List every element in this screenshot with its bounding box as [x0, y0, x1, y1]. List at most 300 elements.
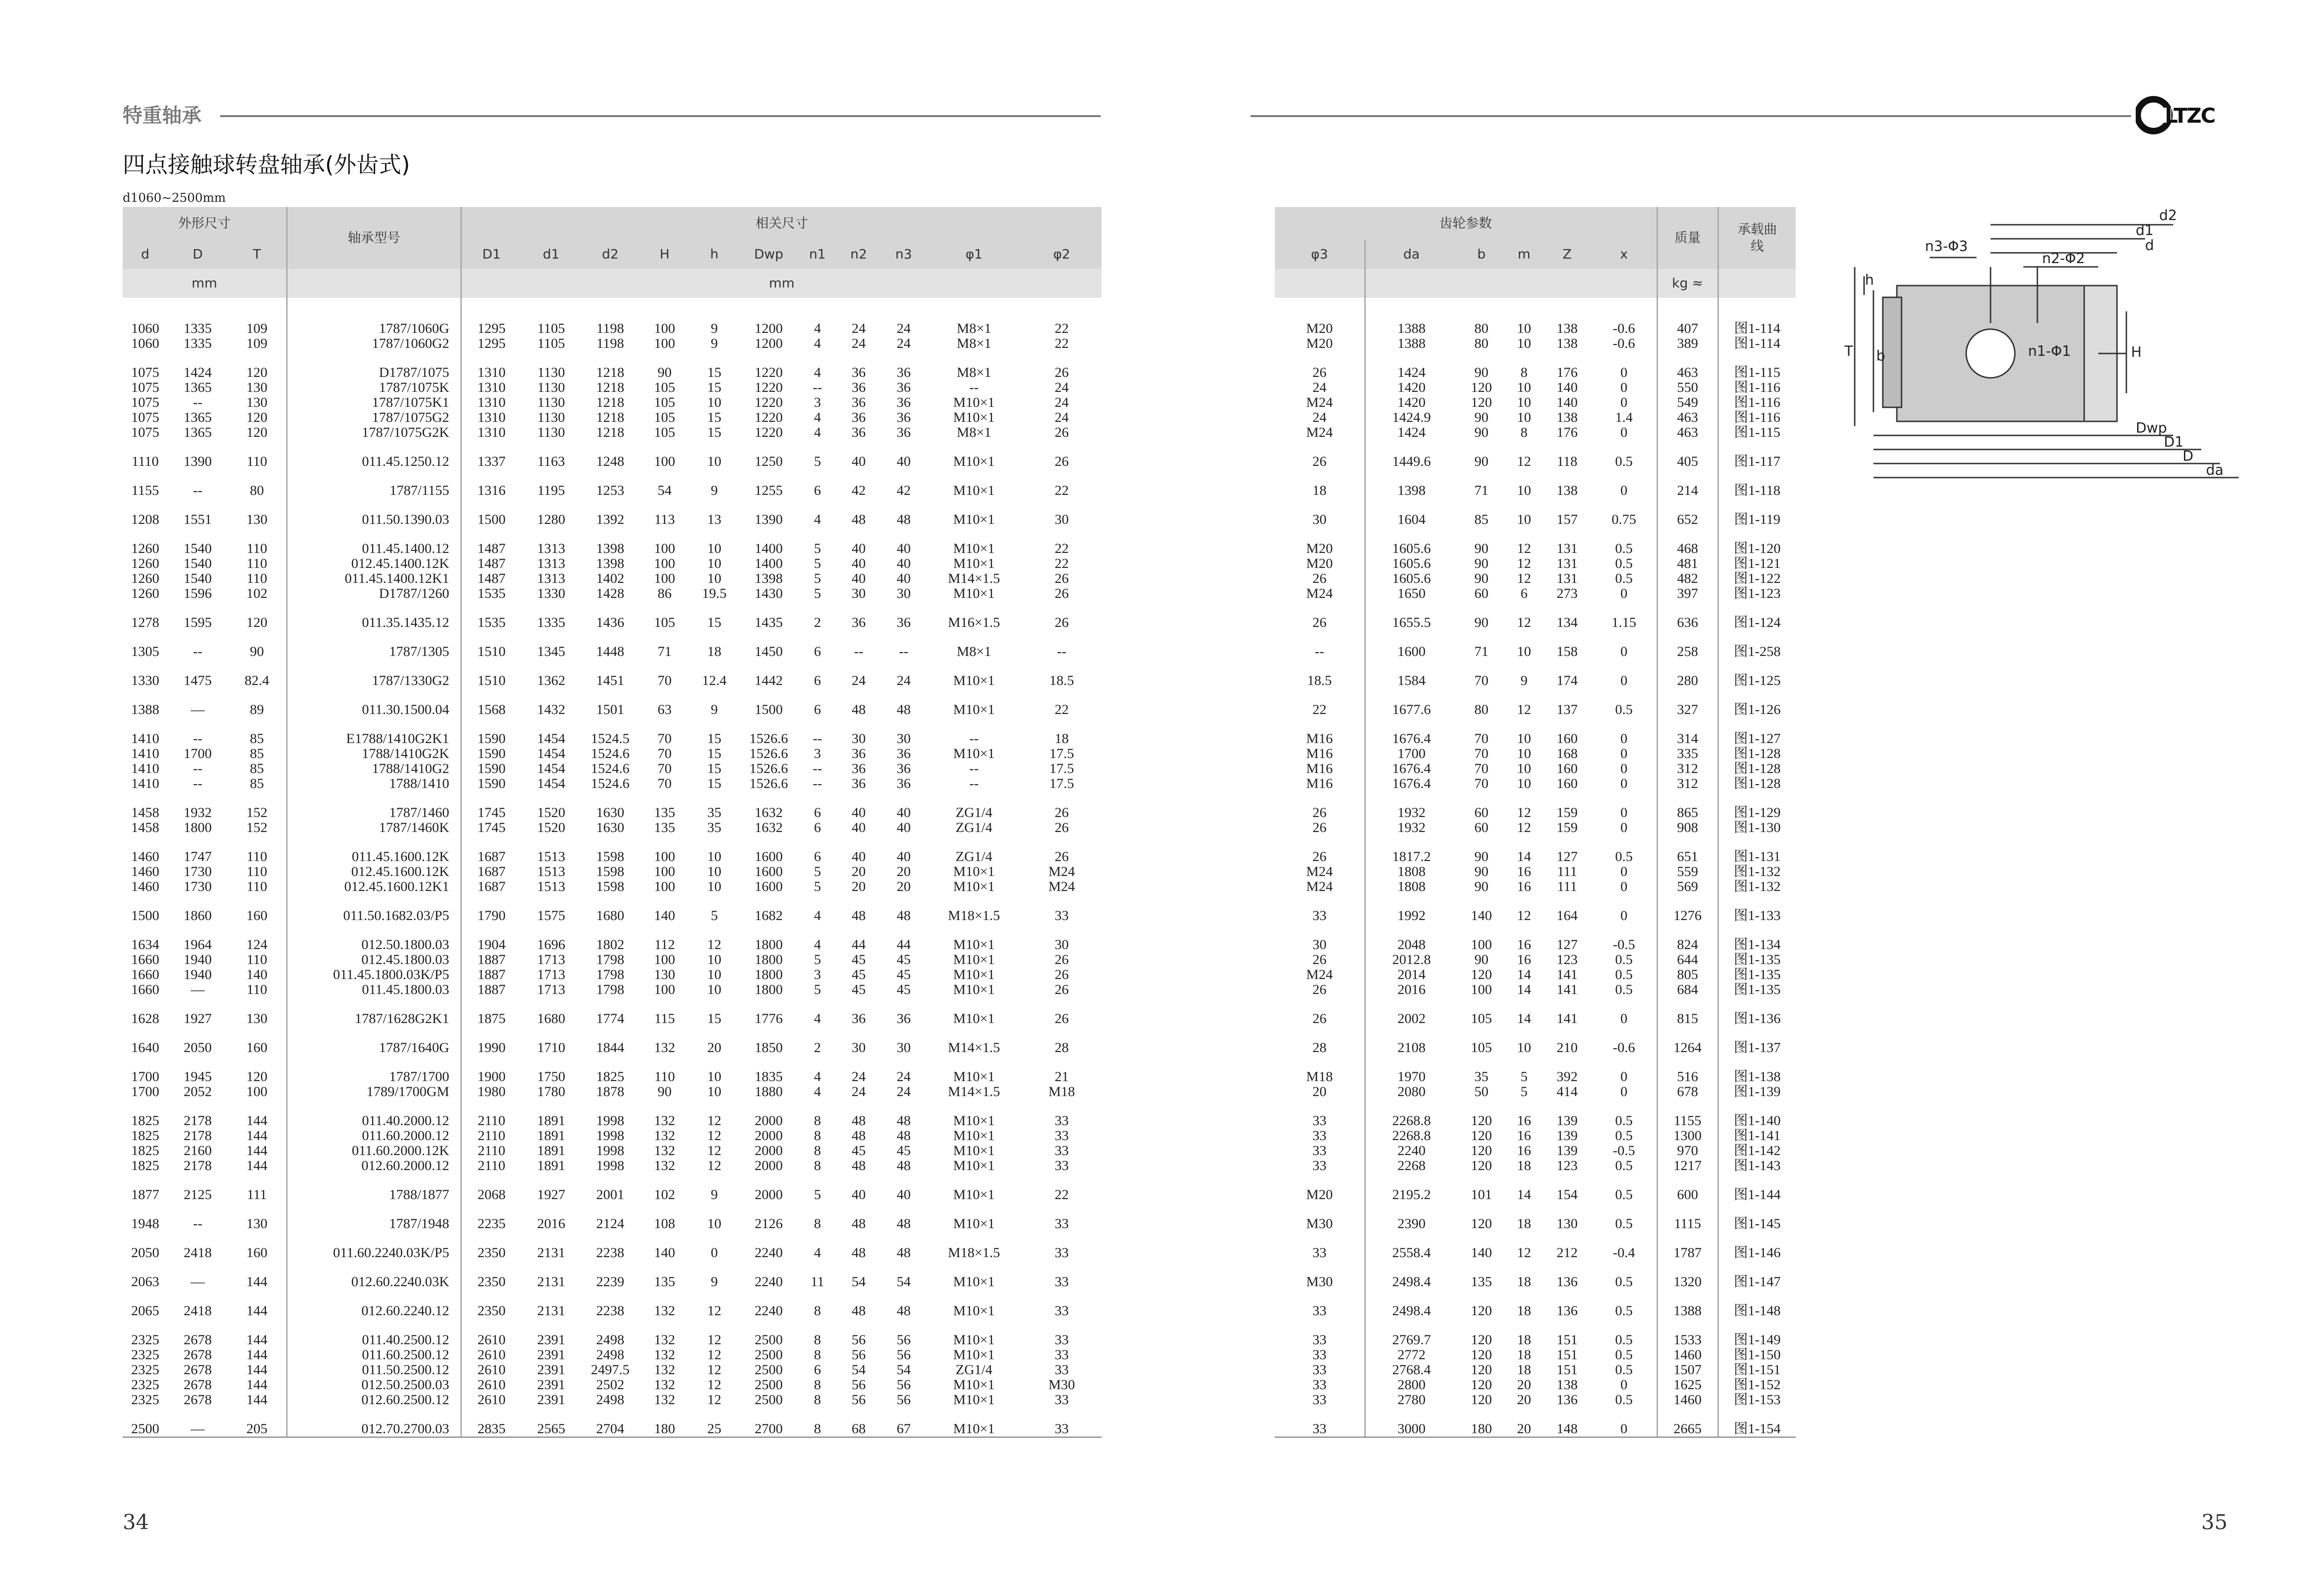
- right-table-row: [1275, 1173, 1796, 1202]
- cell-T: 120: [246, 425, 267, 440]
- cell-D1: 2610: [477, 1377, 506, 1392]
- cell-d2: 1501: [596, 702, 624, 717]
- cell-Dwp: 2000: [755, 1143, 783, 1158]
- cell-h: 10: [707, 879, 722, 894]
- header-gear-parameters: 齿轮参数: [1275, 207, 1657, 240]
- cell-n1: 6: [814, 1362, 821, 1377]
- cell-model: 011.50.1390.03: [287, 498, 461, 527]
- cell-Z: 174: [1556, 673, 1578, 688]
- cell-H: 140: [654, 1245, 675, 1260]
- cell-H: 54: [658, 483, 672, 498]
- cell-n1: 4: [814, 1011, 821, 1026]
- cell-da: 2014: [1397, 967, 1426, 982]
- cell-Dwp: 1800: [755, 967, 783, 982]
- cell-d1: 2565: [521, 1407, 581, 1437]
- cell-p2: 33: [1054, 1245, 1069, 1260]
- cell-T: 205: [228, 1407, 287, 1437]
- cell-h: 12: [707, 1113, 722, 1128]
- right-table-row: [1275, 982, 1796, 997]
- cell-m: 8: [1520, 425, 1528, 440]
- cell-curve: 图1-126: [1718, 688, 1796, 717]
- cell-n2: 48: [851, 512, 866, 527]
- cell-n2: 24: [851, 336, 866, 351]
- left-table-row: [123, 1026, 1102, 1055]
- cell-Dwp: 2500: [755, 1362, 783, 1377]
- cell-D: 1475: [184, 673, 212, 688]
- cell-D1: 1310: [477, 365, 506, 380]
- cell-p2: 33: [1054, 1128, 1069, 1143]
- cell-p1: M10×1: [953, 702, 995, 717]
- cell-H: 100: [654, 336, 675, 351]
- right-table-row: [1275, 395, 1796, 410]
- cell-n3: 30: [896, 586, 911, 601]
- cell-p2: 33: [1054, 1348, 1069, 1362]
- cell-h: 10: [707, 849, 722, 864]
- cell-b: 71: [1474, 644, 1488, 659]
- cell-D1: 1590: [477, 776, 506, 791]
- cell-m: 14: [1517, 1011, 1531, 1026]
- cell-mass: 1276: [1657, 894, 1718, 923]
- cell-D: --: [193, 644, 203, 659]
- cell-m: 10: [1517, 336, 1531, 351]
- cell-b: 120: [1471, 395, 1492, 410]
- cell-T: 89: [250, 702, 264, 717]
- cell-n2: 36: [851, 425, 866, 440]
- cell-mass: 1264: [1657, 1026, 1718, 1055]
- left-table-row: [123, 380, 1102, 395]
- cell-d2: 1680: [596, 908, 624, 923]
- cell-mass: 1460: [1657, 1392, 1718, 1407]
- cell-b: 135: [1471, 1274, 1492, 1289]
- left-table-row: [123, 556, 1102, 571]
- cell-model: 1787/1060G2: [287, 336, 461, 351]
- cell-model: 1787/1075K1: [287, 395, 461, 410]
- cell-p3: 26: [1275, 351, 1365, 380]
- left-table-row: [123, 1289, 1102, 1318]
- cell-m: 5: [1520, 1069, 1528, 1084]
- cell-da: 3000: [1365, 1407, 1458, 1437]
- cell-n2: 56: [851, 1377, 866, 1392]
- bearing-cross-section-diagram: [1836, 206, 2248, 487]
- cell-Dwp: 1800: [755, 982, 783, 997]
- cell-H: 100: [654, 879, 675, 894]
- cell-h: 9: [711, 1274, 718, 1289]
- cell-n2: 36: [851, 395, 866, 410]
- cell-n2: 24: [851, 1069, 866, 1084]
- cell-D1: 1535: [477, 615, 506, 630]
- cell-n2: 48: [851, 702, 866, 717]
- cell-Dwp: 2500: [755, 1332, 783, 1348]
- cell-d1: 1362: [537, 673, 565, 688]
- cell-d: 1825: [131, 1128, 160, 1143]
- cell-h: 12: [707, 1362, 722, 1377]
- left-table-row: [123, 307, 1102, 336]
- cell-d: 1278: [131, 615, 160, 630]
- cell-n2: 30: [851, 586, 866, 601]
- cell-model: 1788/1410G2: [287, 761, 461, 776]
- left-table-row: [123, 1084, 1102, 1099]
- unit-mass: kg ≈: [1657, 269, 1718, 298]
- cell-p3: 18: [1275, 469, 1365, 498]
- cell-model: 012.60.2000.12: [287, 1158, 461, 1173]
- cell-H: 70: [658, 731, 672, 746]
- cell-n2: 24: [851, 1084, 866, 1099]
- cell-p2: 24: [1054, 395, 1069, 410]
- cell-D: 1424: [184, 365, 212, 380]
- cell-H: 100: [654, 454, 675, 469]
- cell-d: 2500: [123, 1407, 168, 1437]
- cell-Z: 157: [1556, 512, 1578, 527]
- cell-d2: 1524.5: [591, 731, 630, 746]
- cell-D1: 1887: [477, 982, 506, 997]
- cell-D: 1365: [184, 380, 212, 395]
- cell-n3: 30: [896, 731, 911, 746]
- cell-n3: 36: [896, 761, 911, 776]
- cell-mass: 214: [1657, 469, 1718, 498]
- cell-Z: 168: [1556, 746, 1578, 761]
- cell-n2: 40: [851, 1187, 866, 1202]
- right-table-row: [1275, 1260, 1796, 1289]
- col-d1: d1: [521, 240, 581, 269]
- cell-m: 18: [1517, 1332, 1531, 1348]
- cell-p2: M30: [1048, 1377, 1075, 1392]
- right-table-row: [1275, 586, 1796, 601]
- cell-b: 90: [1474, 454, 1488, 469]
- right-gear-table: [1275, 207, 1796, 1438]
- cell-m: 10: [1517, 483, 1531, 498]
- page-title: 四点接触球转盘轴承(外齿式): [123, 152, 410, 178]
- cell-n3: 36: [896, 395, 911, 410]
- right-table-row: [1275, 425, 1796, 440]
- cell-Dwp: 1435: [755, 615, 783, 630]
- cell-m: 10: [1517, 410, 1531, 425]
- cell-n1: 5: [814, 879, 821, 894]
- cell-n2: 36: [851, 410, 866, 425]
- cell-d: 1460: [131, 879, 160, 894]
- cell-D: 2052: [184, 1084, 212, 1099]
- cell-p2: 30: [1054, 512, 1069, 527]
- cell-curve: 图1-135: [1718, 982, 1796, 997]
- cell-curve: 图1-132: [1718, 879, 1796, 894]
- cell-d: 1260: [131, 556, 160, 571]
- cell-x: 0: [1620, 425, 1628, 440]
- cell-m: 5: [1520, 1084, 1528, 1099]
- cell-b: 120: [1471, 1143, 1492, 1158]
- cell-D1: 2610: [477, 1348, 506, 1362]
- cell-T: 160: [246, 1245, 267, 1260]
- cell-d2: 2238: [596, 1245, 624, 1260]
- cell-curve: 图1-146: [1718, 1231, 1796, 1260]
- cell-mass: 468: [1657, 527, 1718, 556]
- cell-curve: 图1-119: [1718, 498, 1796, 527]
- left-table-row: [123, 527, 1102, 556]
- cell-p3: 33: [1275, 1128, 1365, 1143]
- cell-T: 144: [246, 1158, 267, 1173]
- cell-p2: 22: [1054, 702, 1069, 717]
- cell-b: 90: [1474, 952, 1488, 967]
- cell-b: 120: [1471, 1348, 1492, 1362]
- cell-T: 130: [246, 380, 267, 395]
- cell-d: 1075: [131, 380, 160, 395]
- cell-model: 011.45.1800.03: [287, 982, 461, 997]
- cell-n2: 56: [851, 1392, 866, 1407]
- cell-p3: 33: [1275, 1143, 1365, 1158]
- cell-m: 16: [1517, 937, 1531, 952]
- cell-m: 18: [1517, 1274, 1531, 1289]
- cell-Dwp: 1450: [755, 644, 783, 659]
- cell-p3: M18: [1275, 1055, 1365, 1084]
- cell-H: 105: [654, 425, 675, 440]
- cell-model: 1788/1410: [287, 776, 461, 791]
- cell-p2: 22: [1054, 556, 1069, 571]
- cell-D: 1540: [184, 571, 212, 586]
- cell-d: 1628: [131, 1011, 160, 1026]
- cell-da: 1817.2: [1392, 849, 1431, 864]
- cell-T: 85: [250, 731, 264, 746]
- cell-h: 0: [711, 1245, 718, 1260]
- cell-p1: M10×1: [953, 1011, 995, 1026]
- cell-n2: 30: [851, 1040, 866, 1055]
- cell-n1: 4: [814, 512, 821, 527]
- cell-p3: --: [1275, 630, 1365, 659]
- cell-h: 10: [707, 952, 722, 967]
- cell-d: 1410: [131, 761, 160, 776]
- cell-D: 2418: [184, 1303, 212, 1318]
- cell-H: 110: [654, 1069, 675, 1084]
- cell-n1: 5: [814, 454, 821, 469]
- cell-mass: 1217: [1657, 1158, 1718, 1173]
- cell-x: 0: [1620, 731, 1628, 746]
- cell-D1: 1310: [477, 395, 506, 410]
- right-table-row: [1275, 864, 1796, 879]
- cell-p2: 33: [1054, 1362, 1069, 1377]
- cell-d1: 1313: [537, 541, 565, 556]
- cell-D1: 1900: [477, 1069, 506, 1084]
- cell-Dwp: 1526.6: [749, 746, 788, 761]
- cell-n2: 36: [851, 776, 866, 791]
- cell-d2: 2001: [596, 1187, 624, 1202]
- cell-d2: 1253: [596, 483, 624, 498]
- cell-n1: 4: [814, 937, 821, 952]
- left-table-row: [123, 688, 1102, 717]
- cell-p1: M14×1.5: [948, 1084, 1000, 1099]
- col-phi2: φ2: [1022, 240, 1102, 269]
- cell-mass: 805: [1657, 967, 1718, 982]
- cell-da: 1424: [1397, 425, 1426, 440]
- diagram-label-H: H: [2131, 344, 2142, 361]
- cell-mass: 407: [1657, 307, 1718, 336]
- cell-T: 160: [246, 1040, 267, 1055]
- cell-p1: ZG1/4: [955, 1362, 992, 1377]
- right-table-row: [1275, 410, 1796, 425]
- cell-Dwp: 1600: [755, 849, 783, 864]
- cell-x: 1.15: [1612, 615, 1636, 630]
- cell-d1: 1105: [537, 321, 565, 336]
- cell-d2: 1825: [596, 1069, 624, 1084]
- cell-m: 18: [1517, 1362, 1531, 1377]
- cell-n2: 44: [851, 937, 866, 952]
- cell-b: 120: [1471, 1113, 1492, 1128]
- cell-h: 15: [707, 365, 722, 380]
- cell-Dwp: 2000: [755, 1113, 783, 1128]
- cell-n1: 8: [814, 1303, 821, 1318]
- cell-b: 140: [1471, 908, 1492, 923]
- cell-d: 1260: [131, 541, 160, 556]
- cell-m: 12: [1517, 820, 1531, 835]
- cell-Z: 131: [1556, 571, 1578, 586]
- cell-b: 80: [1474, 702, 1488, 717]
- cell-H: 63: [658, 702, 672, 717]
- cell-Dwp: 1526.6: [749, 731, 788, 746]
- left-table-row: [123, 776, 1102, 791]
- cell-T: 152: [246, 805, 267, 820]
- right-table-row: [1275, 659, 1796, 688]
- cell-mass: 1320: [1657, 1260, 1718, 1289]
- cell-T: 144: [246, 1274, 267, 1289]
- cell-Z: 127: [1556, 937, 1578, 952]
- cell-x: 0: [1620, 1084, 1628, 1099]
- cell-d1: 2391: [537, 1377, 565, 1392]
- col-da: da: [1365, 240, 1458, 269]
- cell-Z: 111: [1557, 864, 1577, 879]
- cell-D1: 1510: [477, 673, 506, 688]
- cell-T: 130: [246, 1216, 267, 1231]
- right-table-row: [1275, 776, 1796, 791]
- cell-model: 1789/1700GM: [287, 1084, 461, 1099]
- cell-n2: 30: [851, 731, 866, 746]
- diagram-label-d2: d2: [2159, 207, 2177, 224]
- cell-n3: 24: [896, 1069, 911, 1084]
- cell-b: 90: [1474, 864, 1488, 879]
- cell-n2: 36: [851, 380, 866, 395]
- cell-p1: M18×1.5: [948, 908, 1000, 923]
- cell-D: 1860: [184, 908, 212, 923]
- cell-D: 2178: [184, 1128, 212, 1143]
- cell-model: 011.45.1400.12K1: [287, 571, 461, 586]
- cell-n2: 56: [851, 1348, 866, 1362]
- cell-n3: 40: [896, 1187, 911, 1202]
- cell-x: 1.4: [1615, 410, 1633, 425]
- cell-model: 012.45.1600.12K: [287, 864, 461, 879]
- cell-n1: 8: [814, 1216, 821, 1231]
- cell-da: 2268: [1397, 1158, 1426, 1173]
- cell-n2: 40: [851, 556, 866, 571]
- cell-D1: 1487: [477, 541, 506, 556]
- cell-n3: 42: [896, 483, 911, 498]
- cell-m: 6: [1520, 586, 1528, 601]
- cell-h: 10: [707, 967, 722, 982]
- cell-p3: 33: [1275, 1392, 1365, 1407]
- cell-curve: 图1-128: [1718, 761, 1796, 776]
- cell-model: 012.45.1600.12K1: [287, 879, 461, 894]
- cell-h: 9: [711, 702, 718, 717]
- left-table-row: [123, 630, 1102, 659]
- cell-d: 1388: [131, 702, 160, 717]
- cell-p1: M16×1.5: [948, 615, 1000, 630]
- cell-b: 90: [1474, 571, 1488, 586]
- cell-n2: 56: [851, 1332, 866, 1348]
- cell-n1: 3: [814, 967, 821, 982]
- cell-p1: M10×1: [953, 454, 995, 469]
- unit-related: mm: [461, 269, 1102, 298]
- cell-p3: M24: [1275, 879, 1365, 894]
- cell-Dwp: 1800: [755, 952, 783, 967]
- cell-Z: 138: [1556, 410, 1578, 425]
- cell-n3: 20: [896, 879, 911, 894]
- cell-h: 12: [707, 1348, 722, 1362]
- cell-D1: 2110: [478, 1113, 505, 1128]
- left-table-row: [123, 1143, 1102, 1158]
- cell-curve: 图1-142: [1718, 1143, 1796, 1158]
- cell-da: 1605.6: [1392, 541, 1431, 556]
- cell-m: 14: [1517, 849, 1531, 864]
- cell-d: 1660: [131, 982, 160, 997]
- cell-p3: 33: [1275, 1362, 1365, 1377]
- cell-model: 1787/1305: [287, 630, 461, 659]
- cell-d1: 1454: [537, 776, 565, 791]
- cell-Dwp: 1400: [755, 556, 783, 571]
- cell-n2: 48: [851, 1216, 866, 1231]
- cell-model: D1787/1260: [287, 586, 461, 601]
- cell-b: 70: [1474, 761, 1488, 776]
- cell-d: 1410: [131, 746, 160, 761]
- cell-d2: 1398: [596, 541, 624, 556]
- left-table-row: [123, 1202, 1102, 1231]
- cell-p1: M8×1: [956, 365, 992, 380]
- cell-Z: 210: [1556, 1040, 1578, 1055]
- cell-d: 1825: [131, 1158, 160, 1173]
- cell-da: 2800: [1397, 1377, 1426, 1392]
- diagram-label-D: D: [2183, 448, 2194, 464]
- cell-m: 10: [1517, 512, 1531, 527]
- cell-mass: 678: [1657, 1084, 1718, 1099]
- cell-n3: 56: [896, 1392, 911, 1407]
- cell-h: 15: [707, 1011, 722, 1026]
- cell-h: 35: [707, 820, 722, 835]
- col-h: h: [690, 240, 739, 269]
- cell-x: 0: [1620, 1011, 1628, 1026]
- cell-b: 90: [1474, 556, 1488, 571]
- cell-x: 0.5: [1615, 1113, 1633, 1128]
- cell-Z: 131: [1556, 541, 1578, 556]
- right-table-row: [1275, 997, 1796, 1026]
- cell-d: 1825: [131, 1113, 160, 1128]
- cell-T: 111: [247, 1187, 267, 1202]
- cell-b: 140: [1471, 1245, 1492, 1260]
- cell-p2: 24: [1054, 410, 1069, 425]
- cell-da: 1808: [1397, 864, 1426, 879]
- cell-d2: 2704: [581, 1407, 639, 1437]
- cell-n2: 54: [851, 1274, 866, 1289]
- cell-n3: 67: [881, 1407, 926, 1437]
- cell-da: 1676.4: [1392, 776, 1431, 791]
- cell-model: 012.45.1400.12K: [287, 556, 461, 571]
- cell-D1: 2835: [461, 1407, 521, 1437]
- cell-model: 011.45.1800.03K/P5: [287, 967, 461, 982]
- cell-n1: 6: [814, 849, 821, 864]
- cell-p1: M8×1: [956, 336, 992, 351]
- cell-x: 0.5: [1615, 849, 1633, 864]
- cell-n2: 40: [851, 454, 866, 469]
- cell-mass: 559: [1657, 864, 1718, 879]
- left-table-row: [123, 1173, 1102, 1202]
- cell-d2: 1218: [596, 395, 624, 410]
- right-table-row: [1275, 894, 1796, 923]
- left-table-row: [123, 967, 1102, 982]
- cell-b: 120: [1471, 1158, 1492, 1173]
- diagram-label-b: b: [1876, 348, 1886, 364]
- cell-n1: 2: [814, 615, 821, 630]
